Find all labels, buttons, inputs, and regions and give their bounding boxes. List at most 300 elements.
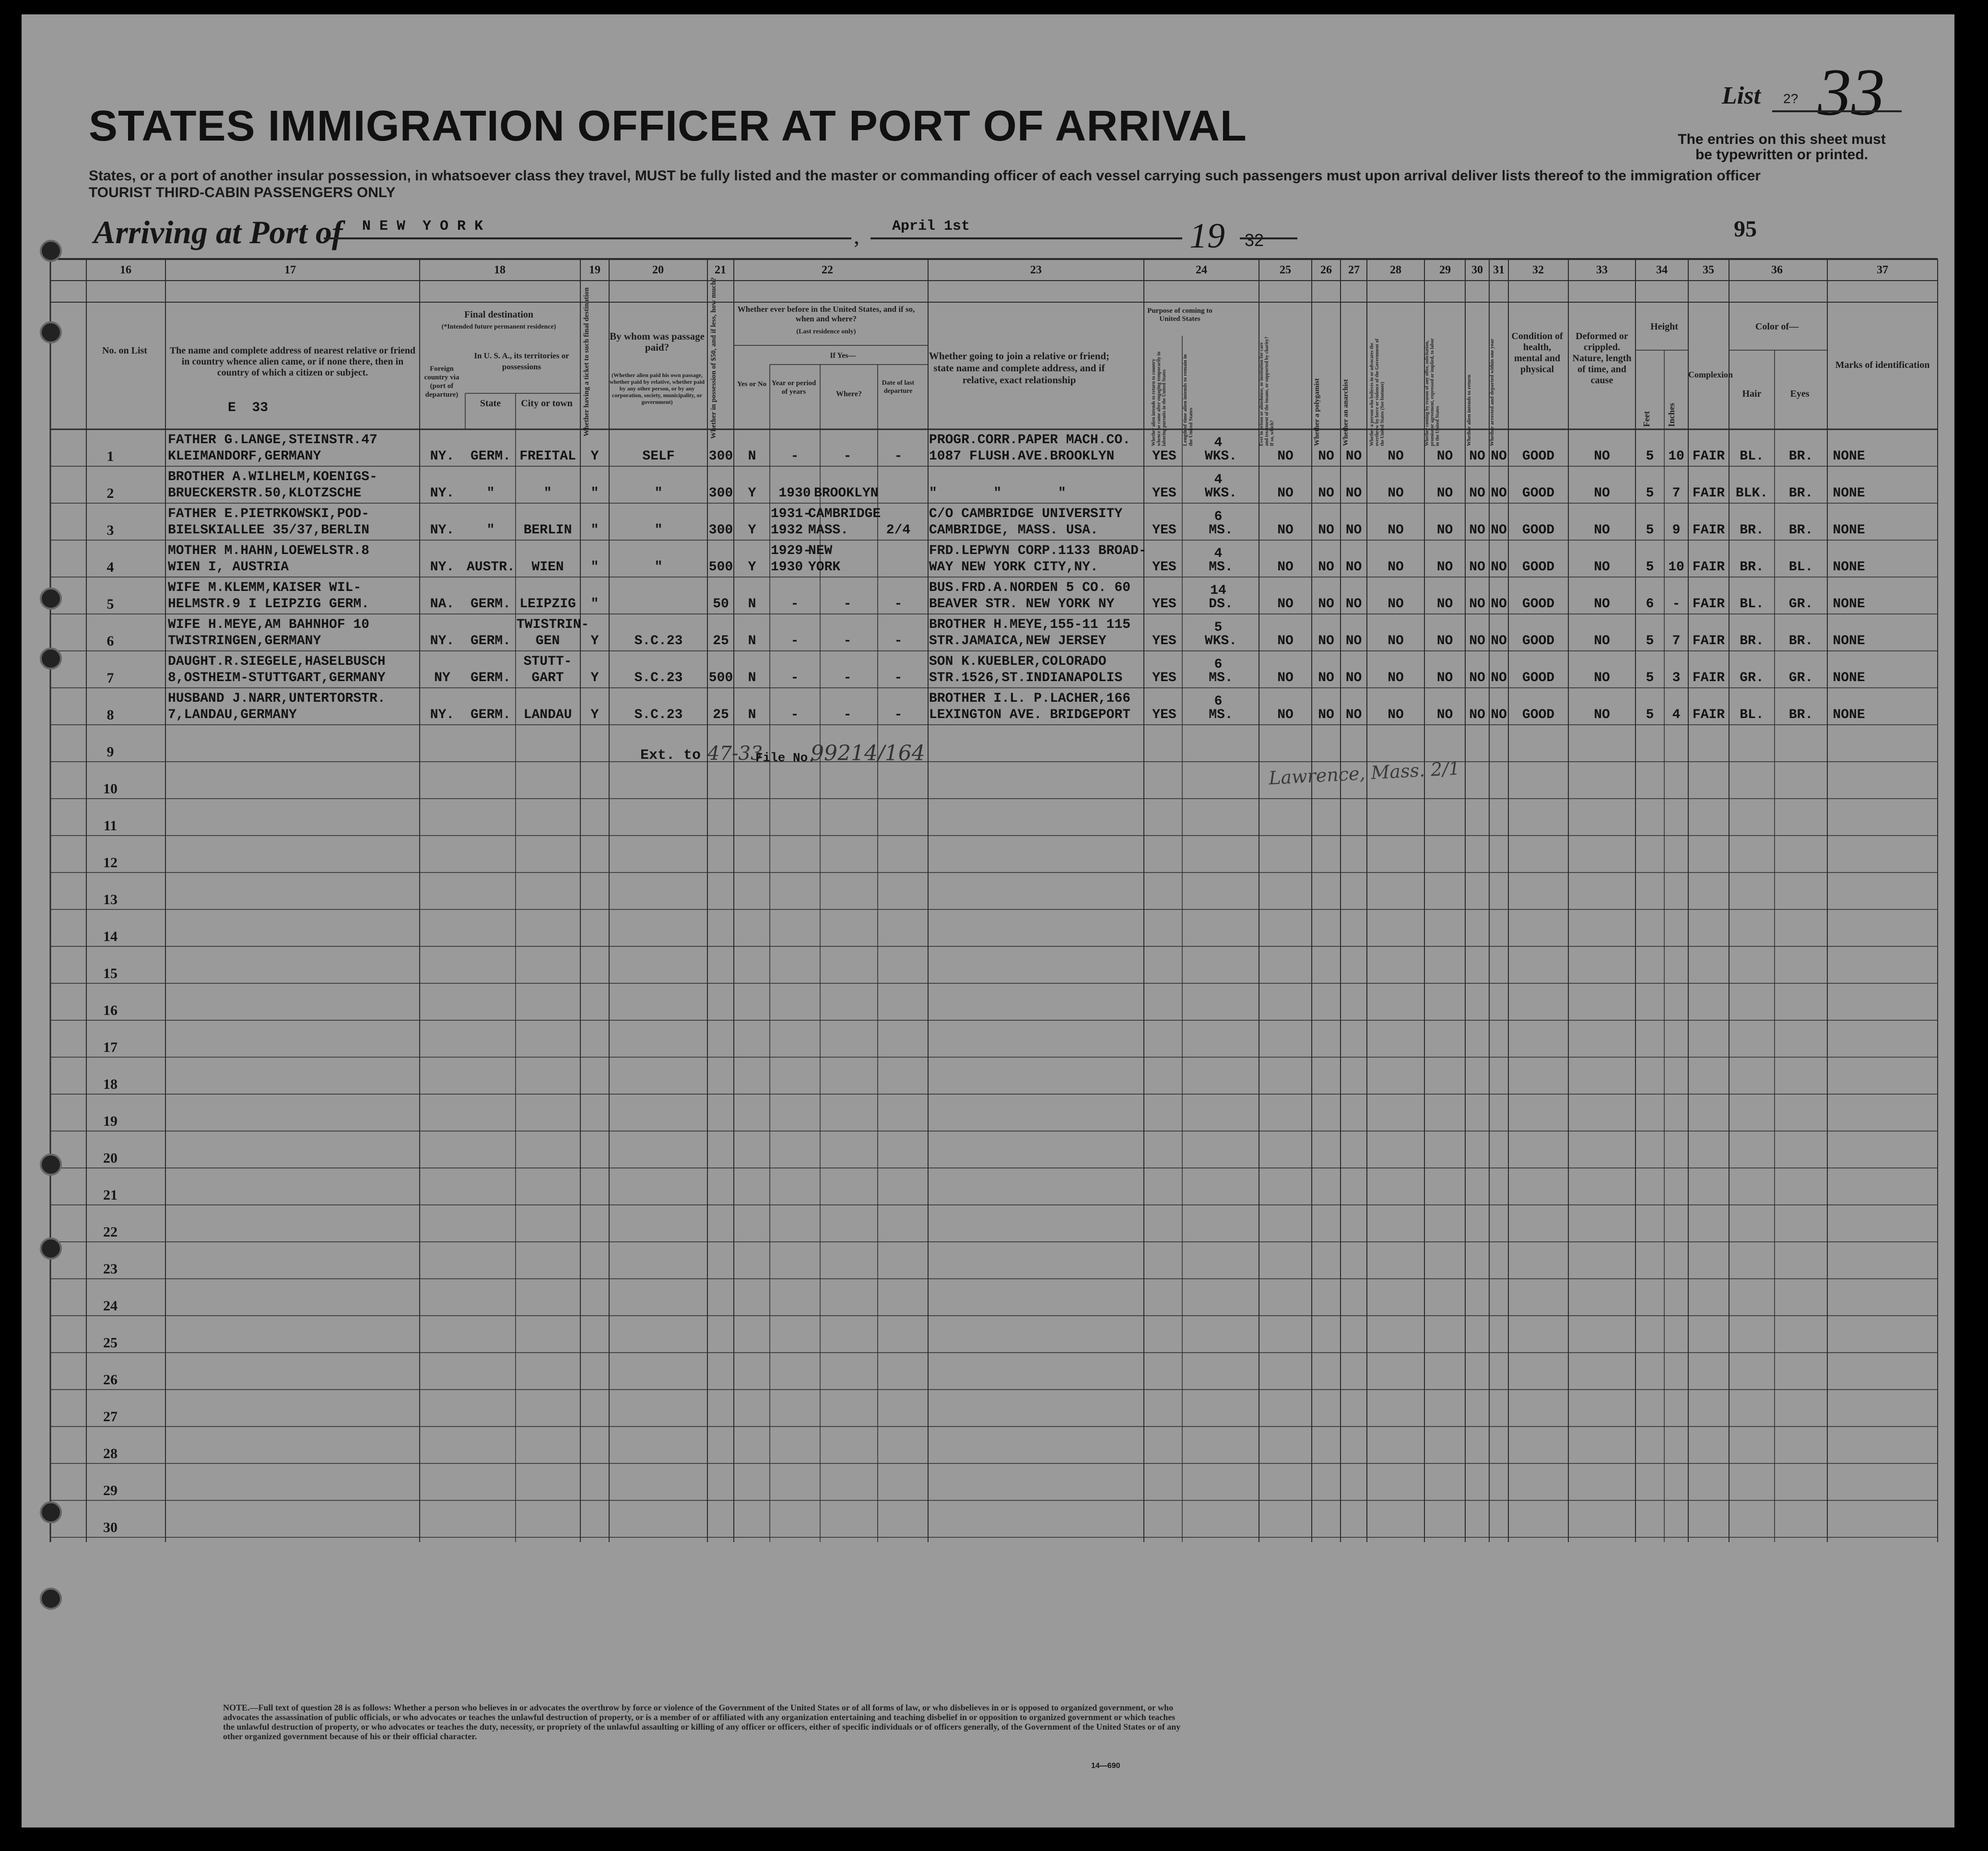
identification-marks: NONE [1833,560,1865,575]
height-feet: 5 [1646,486,1654,501]
answer-c29: NO [1436,560,1453,575]
header-departure: Date of last departure [882,379,915,395]
row-number: 25 [103,1335,118,1351]
passage-paid-by: S.C.23 [634,671,683,685]
relative-address: TWISTRINGEN,GERMANY [168,634,321,648]
purpose-return: YES [1152,449,1176,464]
file-number: 99214/164 [811,741,925,766]
row-number: 6 [106,633,114,649]
ticket: " [590,486,599,501]
deformed: NO [1594,523,1610,538]
passage-paid-by: S.C.23 [634,707,683,722]
row-number: 14 [103,929,118,944]
destination-city: TWISTRIN- [517,617,589,632]
foreign-country: NY. [430,486,455,501]
answer-c26: NO [1318,597,1334,612]
health: GOOD [1522,523,1555,538]
foreign-country: NY [434,671,450,685]
us-where: BROOKLYN [814,486,879,501]
typewritten-note: The entries on this sheet must be typewritten or printed. [1678,131,1886,163]
answer-c29: NO [1436,523,1453,538]
deformed: NO [1594,671,1610,685]
row7-handwritten-note: Lawrence, Mass. 2/1 [1268,757,1461,789]
answer-c25: NO [1277,560,1294,575]
hair-color: BR. [1740,560,1764,575]
row-number: 19 [103,1113,118,1129]
identification-marks: NONE [1833,449,1865,464]
purpose-return: YES [1152,523,1176,538]
foreign-country: NY. [430,449,455,464]
health: GOOD [1522,707,1555,722]
header-feet: Feet [1642,411,1651,427]
identification-marks: NONE [1833,634,1865,648]
row-number: 18 [103,1076,118,1092]
been-in-us: Y [748,486,756,501]
height-inches: 10 [1668,560,1684,575]
last-departure: - [894,634,903,648]
complexion: FAIR [1692,486,1725,501]
money-in-possession: 500 [708,671,733,685]
destination-city: STUTT- [523,654,572,669]
purpose-return: YES [1152,560,1176,575]
row-number: 9 [106,744,114,760]
last-departure: - [894,707,903,722]
answer-c31: NO [1491,486,1507,501]
file-label: File No. [755,751,815,765]
stay-unit: MS. [1209,671,1233,685]
column-number: 18 [494,264,506,276]
list-label: List [1722,82,1761,109]
passage-paid-by: SELF [642,449,675,464]
stay-unit: MS. [1209,707,1233,722]
height-feet: 5 [1646,523,1654,538]
answer-c29: NO [1436,671,1453,685]
column-number: 20 [652,264,664,276]
deformed: NO [1594,597,1610,612]
header-ticket: Whether having a ticket to such final destination [583,287,590,436]
answer-c28: NO [1388,486,1404,501]
list-reference: E 33 [228,401,269,415]
last-departure: - [894,597,903,612]
answer-c28: NO [1388,671,1404,685]
health: GOOD [1522,597,1555,612]
foreign-country: NY. [430,707,455,722]
punch-hole [40,648,62,670]
ticket: Y [590,707,599,722]
relative-name: WIFE M.KLEMM,KAISER WIL- [168,580,362,595]
last-departure: - [894,449,903,464]
destination-city-2: GEN [535,634,560,648]
column-number: 35 [1703,264,1714,276]
us-years: - [790,707,799,722]
us-years: - [790,671,799,685]
health: GOOD [1522,634,1555,648]
row-number: 26 [103,1372,118,1388]
column-number: 27 [1348,264,1360,276]
relative-name: FATHER E.PIETRKOWSKI,POD- [168,507,370,521]
answer-c26: NO [1318,634,1334,648]
header-if-yes: If Yes— [830,352,856,360]
passage-paid-by: " [654,560,663,575]
height-inches: 9 [1672,523,1681,538]
joining-line-2: WAY NEW YORK CITY,NY. [929,560,1098,575]
deformed: NO [1594,707,1610,722]
hair-color: BL. [1740,597,1764,612]
row-number: 23 [103,1261,118,1277]
been-in-us: N [748,449,756,464]
hair-color: BR. [1740,634,1764,648]
money-in-possession: 300 [708,486,733,501]
punch-hole [40,240,62,262]
header-money: Whether in possession of $50, and if less, how much? [710,277,718,439]
joining-line-2: " " " [929,486,1066,501]
punch-hole [40,1588,62,1610]
complexion: FAIR [1692,707,1725,722]
header-no-on-list: No. on List [102,345,147,356]
joining-line-2: STR.1526,ST.INDIANAPOLIS [929,671,1123,685]
identification-marks: NONE [1833,523,1865,538]
answer-c30: NO [1469,523,1485,538]
eye-color: BL. [1788,560,1813,575]
column-number: 24 [1196,264,1207,276]
form-number: 14—690 [1091,1762,1120,1770]
joining-line-1: BROTHER H.MEYE,155-11 115 [929,617,1131,632]
eye-color: BR. [1788,486,1813,501]
destination-state: AUSTR. [467,560,515,575]
answer-c31: NO [1491,560,1507,575]
header-height: Height [1650,321,1678,332]
stay-length: 6 [1214,694,1223,709]
destination-state: " [486,523,495,538]
money-in-possession: 500 [708,560,733,575]
us-years: 1930 [778,486,811,501]
answer-c25: NO [1277,486,1294,501]
stay-unit: DS. [1209,597,1233,612]
punch-hole [40,321,62,343]
header-purpose-b: Length of time alien intends to remain in the United States [1182,354,1194,446]
header-before-us: Whether ever before in the United States, and if so, when and where? [737,305,915,323]
purpose-return: YES [1152,671,1176,685]
row-number: 15 [103,966,118,981]
joining-line-1: FRD.LEPWYN CORP.1133 BROAD- [929,543,1147,558]
manifest-sheet [22,14,1954,1827]
us-years: - [790,449,799,464]
purpose-return: YES [1152,707,1176,722]
row-number: 21 [103,1187,118,1203]
destination-city: FREITAL [519,449,576,464]
column-number: 21 [715,264,726,276]
answer-c26: NO [1318,523,1334,538]
row-number: 22 [103,1224,118,1240]
header-prison: Ever in prison or almshouse, or institution for care and treatment of the insane, or supported by charity? If so, which? [1259,336,1275,446]
row-number: 10 [103,781,118,797]
header-purpose-a: Whether alien intends to return to country whence he came after engaging temporarily in laboring pursuits in the United States [1151,352,1167,446]
column-number: 16 [120,264,131,276]
footnote: NOTE.—Full text of question 28 is as follows: Whether a person who believes in or advocates the overthrow by force or violence of the Government of the United States or of all forms of law, or who disbelieves in or is opposed to organized government, or who advocates the assassination of public officials, or who advocates or teaches the unlawful destruction of property, or is a member of or affiliated with any organization entertaining and teaching disbelief in or opposition to organized government or which teaches the unlawful destruction of property, or who advocates or teaches the duty, necessity, or propriety of the unlawful assaulting or killing of any officer or officers, either of specific individuals or of officers generally, of the Government of the United States or of any other organized government because of his or their official character. [223,1703,1181,1741]
answer-c25: NO [1277,597,1294,612]
column-number: 36 [1771,264,1783,276]
joining-line-1: C/O CAMBRIDGE UNIVERSITY [929,507,1123,521]
destination-city: LEIPZIG [519,597,576,612]
row-number: 30 [103,1520,118,1535]
destination-state: GERM. [470,707,511,722]
been-in-us: Y [748,560,756,575]
header-labor-offer: Whether coming by reason of any offer, solicitation, promise or agreement, expressed or implied, to labor in the United States [1424,338,1440,446]
column-number: 29 [1439,264,1451,276]
header-deported: Whether arrested and deported within one year [1489,339,1495,446]
identification-marks: NONE [1833,486,1865,501]
relative-name: MOTHER M.HAHN,LOEWELSTR.8 [168,543,370,558]
hair-color: BLK. [1735,486,1768,501]
height-feet: 6 [1646,597,1654,612]
row-number: 12 [103,855,118,871]
header-relative-abroad: The name and complete address of nearest relative or friend in country whence alien came, or if none there, then in country of which a citizen or subject. [169,345,416,378]
answer-c26: NO [1318,707,1334,722]
relative-name: DAUGHT.R.SIEGELE,HASELBUSCH [168,654,386,669]
comma: , [854,224,859,249]
row-number: 7 [106,670,114,686]
answer-c27: NO [1345,560,1362,575]
eye-color: GR. [1788,671,1813,685]
last-departure: 2/4 [886,523,911,538]
answer-c30: NO [1469,671,1485,685]
relative-name: HUSBAND J.NARR,UNTERTORSTR. [168,691,386,706]
answer-c29: NO [1436,486,1453,501]
purpose-return: YES [1152,634,1176,648]
hair-color: BL. [1740,449,1764,464]
ruled-grid [22,14,1954,1827]
header-joining: Whether going to join a relative or friend; state name and complete address, and if relative, exact relationship [929,350,1110,386]
height-inches: 7 [1672,634,1681,648]
header-city: City or town [521,398,573,409]
height-feet: 5 [1646,560,1654,575]
row-number: 3 [106,522,114,538]
destination-state: GERM. [470,671,511,685]
complexion: FAIR [1692,597,1725,612]
deformed: NO [1594,449,1610,464]
header-foreign-country: Foreign country via (port of departure) [424,365,459,399]
eye-color: GR. [1788,597,1813,612]
column-number: 26 [1320,264,1332,276]
column-number: 19 [589,264,600,276]
hair-color: BR. [1740,523,1764,538]
list-underline [1772,110,1902,112]
stay-length: 6 [1214,657,1223,672]
punch-hole [40,1501,62,1523]
identification-marks: NONE [1833,597,1865,612]
header-where: Where? [836,390,862,398]
complexion: FAIR [1692,449,1725,464]
header-health: Condition of health, mental and physical [1511,331,1563,375]
us-where: CAMBRIDGE [808,507,881,521]
port-underline [324,237,851,239]
destination-city: WIEN [531,560,564,575]
relative-address: WIEN I, AUSTRIA [168,560,289,575]
answer-c31: NO [1491,634,1507,648]
joining-line-1: BROTHER I.L. P.LACHER,166 [929,691,1131,706]
complexion: FAIR [1692,523,1725,538]
destination-state: GERM. [470,634,511,648]
year-suffix: 32 [1245,230,1264,250]
money-in-possession: 25 [713,634,729,648]
height-feet: 5 [1646,671,1654,685]
answer-c25: NO [1277,634,1294,648]
height-feet: 5 [1646,634,1654,648]
row-number: 8 [106,707,114,723]
header-passage-note: (Whether alien paid his own passage, whether paid by relative, whether paid by any other person, or by any corporation, society, municipality, or government) [609,372,705,405]
row-number: 13 [103,892,118,908]
last-departure: - [894,671,903,685]
purpose-return: YES [1152,597,1176,612]
answer-c26: NO [1318,449,1334,464]
destination-city: LANDAU [523,707,572,722]
purpose-return: YES [1152,486,1176,501]
joining-line-2: CAMBRIDGE, MASS. USA. [929,523,1098,538]
relative-name: BROTHER A.WILHELM,KOENIGS- [168,470,377,484]
destination-state: GERM. [470,597,511,612]
header-final-destination: Final destination [464,309,533,320]
foreign-country: NY. [430,634,455,648]
stay-length: 6 [1214,509,1223,524]
header-yes-no: Yes or No [737,380,767,388]
column-number: 25 [1280,264,1291,276]
joining-line-1: SON K.KUEBLER,COLORADO [929,654,1106,669]
joining-line-1: PROGR.CORR.PAPER MACH.CO. [929,433,1131,448]
foreign-country: NY. [430,560,455,575]
row-number: 28 [103,1446,118,1462]
row-number: 27 [103,1409,118,1425]
answer-c30: NO [1469,486,1485,501]
header-passage: By whom was passage paid? [610,330,705,353]
answer-c29: NO [1436,597,1453,612]
answer-c26: NO [1318,486,1334,501]
height-inches: 3 [1672,671,1681,685]
stay-length: 4 [1214,436,1223,450]
us-years-2: 1930 [771,560,803,575]
stay-unit: WKS. [1204,634,1237,648]
passage-paid-by: " [654,486,663,501]
us-years: - [790,597,799,612]
passage-paid-by: S.C.23 [634,634,683,648]
relative-name: WIFE H.MEYE,AM BAHNHOF 10 [168,617,370,632]
answer-c25: NO [1277,449,1294,464]
answer-c31: NO [1491,597,1507,612]
relative-address: HELMSTR.9 I LEIPZIG GERM. [168,597,370,612]
deformed: NO [1594,486,1610,501]
header-anarchist: Whether an anarchist [1342,379,1350,446]
destination-city-2: GART [531,671,564,685]
us-years: 1931- [771,507,812,521]
answer-c31: NO [1491,671,1507,685]
destination-state: " [486,486,495,501]
row-number: 16 [103,1002,118,1018]
answer-c31: NO [1491,707,1507,722]
money-in-possession: 300 [708,449,733,464]
destination-state: GERM. [470,449,511,464]
destination-city: BERLIN [523,523,572,538]
money-in-possession: 25 [713,707,729,722]
stay-unit: MS. [1209,560,1233,575]
joining-line-2: BEAVER STR. NEW YORK NY [929,597,1115,612]
joining-line-1: BUS.FRD.A.NORDEN 5 CO. 60 [929,580,1131,595]
list-number: 33 [1818,55,1885,130]
ext-reference: 47-33 [707,743,763,765]
us-where: - [843,707,852,722]
row-number: 11 [103,818,118,834]
punch-hole [40,1238,62,1260]
us-where: - [843,449,852,464]
row-number: 2 [106,485,114,501]
answer-c27: NO [1345,707,1362,722]
passage-paid-by: " [654,523,663,538]
been-in-us: N [748,597,756,612]
answer-c30: NO [1469,634,1485,648]
answer-c29: NO [1436,707,1453,722]
height-inches: 4 [1672,707,1681,722]
height-feet: 5 [1646,707,1654,722]
eye-color: BR. [1788,707,1813,722]
deformed: NO [1594,560,1610,575]
answer-c27: NO [1345,671,1362,685]
us-years-2: 1932 [771,523,803,538]
complexion: FAIR [1692,560,1725,575]
us-where: - [843,597,852,612]
header-polygamist: Whether a polygamist [1313,378,1321,446]
column-number: 33 [1596,264,1608,276]
been-in-us: N [748,707,756,722]
header-final-destination-note: (*Intended future permanent residence) [441,323,556,330]
column-number: 28 [1390,264,1401,276]
relative-address: BIELSKIALLEE 35/37,BERLIN [168,523,370,538]
column-number: 31 [1493,264,1505,276]
relative-address: KLEIMANDORF,GERMANY [168,449,321,464]
answer-c30: NO [1469,597,1485,612]
punch-hole [40,588,62,610]
stay-length: 5 [1214,620,1223,635]
hair-color: BL. [1740,707,1764,722]
relative-address: 7,LANDAU,GERMANY [168,707,297,722]
answer-c25: NO [1277,707,1294,722]
answer-c27: NO [1345,523,1362,538]
answer-c25: NO [1277,523,1294,538]
column-number: 23 [1030,264,1042,276]
row-number: 4 [106,559,114,575]
form-title: STATES IMMIGRATION OFFICER AT PORT OF ARRIVAL [89,102,1247,150]
arrival-date: April 1st [892,218,970,235]
answer-c28: NO [1388,523,1404,538]
answer-c27: NO [1345,486,1362,501]
answer-c28: NO [1388,707,1404,722]
joining-line-2: 1087 FLUSH.AVE.BROOKLYN [929,449,1115,464]
row-number: 5 [106,596,114,612]
identification-marks: NONE [1833,671,1865,685]
health: GOOD [1522,560,1555,575]
header-in-usa: In U. S. A., its territories or possessions [474,351,569,371]
answer-c26: NO [1318,560,1334,575]
relative-address: 8,OSTHEIM-STUTTGART,GERMANY [168,671,386,685]
header-eyes: Eyes [1790,389,1810,399]
row-number: 17 [103,1039,118,1055]
eye-color: BR. [1788,523,1813,538]
list-small-number: 2? [1783,91,1799,106]
height-inches: 10 [1668,449,1684,464]
answer-c30: NO [1469,707,1485,722]
stay-unit: WKS. [1204,449,1237,464]
punch-hole [40,1154,62,1176]
header-marks: Marks of identification [1835,360,1930,370]
column-number: 32 [1532,264,1544,276]
header-return: Whether alien intends to return [1466,375,1472,446]
